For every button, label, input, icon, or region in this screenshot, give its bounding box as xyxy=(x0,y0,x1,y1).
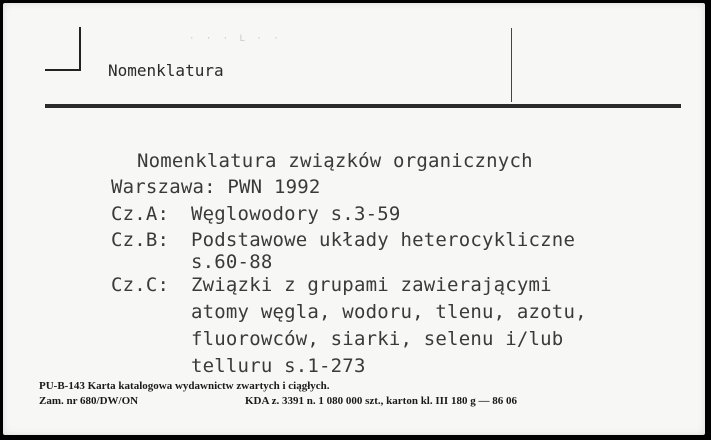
faint-marks: · · · L · · xyxy=(189,34,282,44)
part-a-text: Węglowodory s.3-59 xyxy=(191,203,401,225)
part-b-label: Cz.B: xyxy=(111,229,170,251)
part-c-text-4: telluru s.1-273 xyxy=(191,355,366,377)
part-a-label: Cz.A: xyxy=(111,203,170,225)
card-heading: Nomenklatura xyxy=(108,61,224,80)
part-b-text-1: Podstawowe układy heterocykliczne xyxy=(191,229,576,251)
part-c-text-3: fluorowców, siarki, selenu i/lub xyxy=(191,328,564,350)
part-c-text-2: atomy węgla, wodoru, tlenu, azotu, xyxy=(191,301,587,323)
part-c-label: Cz.C: xyxy=(111,274,170,296)
corner-mark-horizontal xyxy=(45,69,81,71)
footer-line-2-left: Zam. nr 680/DW/ON xyxy=(39,395,139,407)
part-c-text-1: Związki z grupami zawierającymi xyxy=(191,274,552,296)
heading-rule xyxy=(45,104,681,108)
heading-divider xyxy=(511,28,512,102)
part-b-text-2: s.60-88 xyxy=(191,251,273,273)
publisher-line: Warszawa: PWN 1992 xyxy=(111,176,321,198)
title-line: Nomenklatura związków organicznych xyxy=(137,150,533,172)
footer-line-2-right: KDA z. 3391 n. 1 080 000 szt., karton kl. III 180 g — 86 06 xyxy=(245,395,517,407)
footer-line-1: PU-B-143 Karta katalogowa wydawnictw zwartych i ciągłych. xyxy=(39,380,330,392)
corner-mark-vertical xyxy=(79,27,81,71)
catalog-card xyxy=(3,3,705,435)
